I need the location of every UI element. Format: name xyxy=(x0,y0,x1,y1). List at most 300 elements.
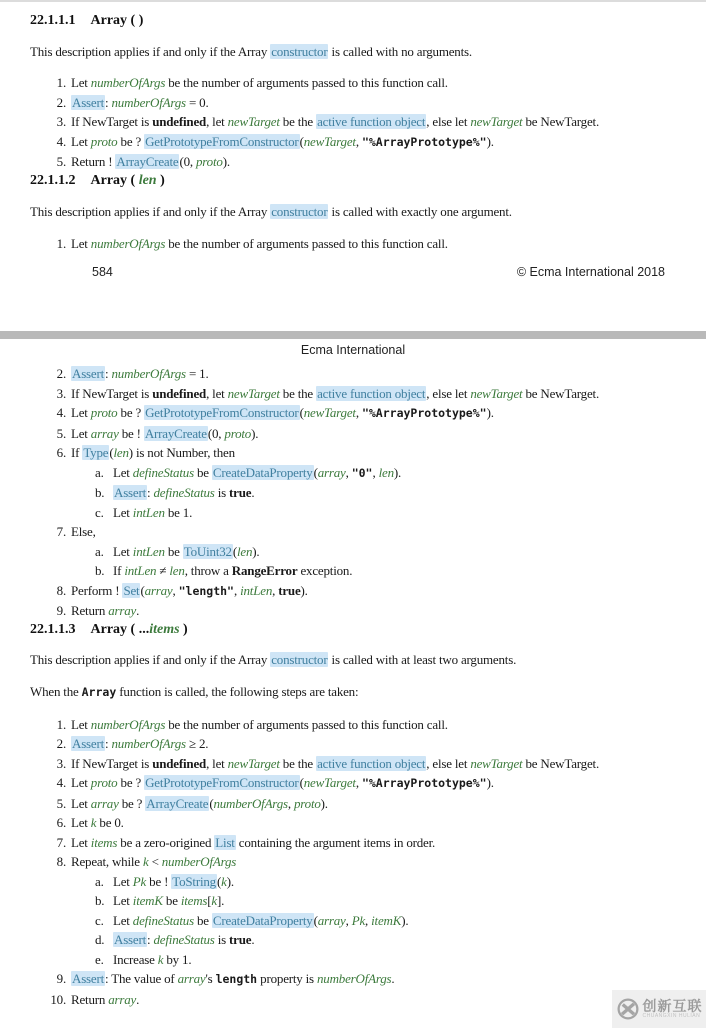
step-marker: 5. xyxy=(56,425,66,441)
watermark-logo-icon xyxy=(616,997,640,1021)
text-run: proto xyxy=(293,795,321,811)
text-run: Return xyxy=(71,991,109,1007)
spec-link[interactable]: active function object xyxy=(317,385,426,401)
text-run: proto xyxy=(90,133,118,149)
step-text xyxy=(71,773,494,794)
spec-link[interactable]: GetPrototypeFromConstructor xyxy=(145,405,299,420)
text-run: be 1. xyxy=(164,504,193,520)
step-marker: b. xyxy=(95,893,105,908)
text-run: Let xyxy=(113,543,133,559)
step-marker: 9. xyxy=(56,603,66,618)
text-run: ( xyxy=(313,912,318,928)
spec-step xyxy=(30,152,676,172)
step-text xyxy=(71,234,448,254)
step-marker: 4. xyxy=(56,133,66,149)
running-header: Ecma International xyxy=(300,343,406,357)
step-text xyxy=(71,969,394,990)
step-text xyxy=(113,930,254,950)
spec-step xyxy=(30,234,676,254)
text-run: ). xyxy=(252,543,260,559)
spec-step xyxy=(30,734,676,754)
step-text xyxy=(71,424,258,444)
spec-link[interactable]: CreateDataProperty xyxy=(212,912,313,928)
text-run: : xyxy=(105,94,112,110)
text-run: , xyxy=(345,912,352,928)
step-marker: 3. xyxy=(56,114,66,129)
text-run: len xyxy=(378,464,394,480)
step-marker: a. xyxy=(95,464,104,480)
text-run: is xyxy=(214,932,230,947)
text-run: . xyxy=(251,932,255,947)
spec-step xyxy=(30,969,676,990)
text-run: defineStatus xyxy=(132,464,194,480)
text-run: ) is not Number, then xyxy=(128,445,235,460)
text-run: ( xyxy=(313,464,318,480)
step-marker: a. xyxy=(95,543,104,559)
text-run: , xyxy=(172,582,179,598)
step-marker: 1. xyxy=(56,75,66,90)
spec-substep xyxy=(30,483,676,503)
text-run: is called with no arguments. xyxy=(328,44,472,59)
steps-preamble xyxy=(30,682,676,702)
text-run: ). xyxy=(226,873,234,889)
step-text xyxy=(71,403,494,424)
text-run: ). xyxy=(300,582,308,598)
step-marker: 2. xyxy=(56,366,66,381)
step-marker: b. xyxy=(95,485,105,500)
step-marker: e. xyxy=(95,951,104,967)
section-22-1-1-2 xyxy=(30,172,676,254)
step-text xyxy=(71,364,209,384)
step-text xyxy=(113,872,234,892)
text-run: : The value of xyxy=(105,971,178,986)
text-run: be the xyxy=(279,114,317,129)
spec-link[interactable]: ArrayCreate xyxy=(146,795,209,811)
step-marker: 4. xyxy=(56,775,66,790)
spec-link[interactable]: Assert xyxy=(72,94,105,110)
text-run: ( xyxy=(299,405,304,420)
spec-link[interactable]: constructor xyxy=(271,651,328,667)
text-run: , else let xyxy=(426,755,471,771)
step-text xyxy=(71,833,435,853)
spec-link[interactable]: ToUint32 xyxy=(183,543,232,559)
step-marker: 5. xyxy=(56,154,66,169)
spec-step xyxy=(30,754,676,774)
text-run: , throw a xyxy=(184,563,232,578)
spec-link[interactable]: Assert xyxy=(72,736,105,751)
step-marker: 8. xyxy=(56,582,66,598)
spec-link[interactable]: ArrayCreate xyxy=(116,154,179,169)
spec-substep xyxy=(30,872,676,892)
text-run: Let xyxy=(113,873,133,889)
spec-link[interactable]: Assert xyxy=(72,366,105,381)
text-run: be 0. xyxy=(96,815,124,830)
text-run: len xyxy=(113,445,129,460)
text-run: numberOfArgs xyxy=(111,736,186,751)
text-run: proto xyxy=(224,425,252,441)
text-run: true xyxy=(278,582,301,598)
step-text xyxy=(71,852,236,872)
section-22-1-1-3 xyxy=(30,621,676,1010)
text-run: , else let xyxy=(426,114,471,129)
text-run: len xyxy=(169,563,185,578)
text-run: len xyxy=(138,172,157,188)
text-run: Return xyxy=(71,603,109,618)
copyright-notice: © Ecma International 2018 xyxy=(516,265,665,279)
text-run: newTarget xyxy=(303,405,356,420)
text-run: be ! xyxy=(118,425,144,441)
step-text xyxy=(113,891,224,911)
text-run: Repeat, while xyxy=(71,854,143,869)
step-marker: a. xyxy=(95,873,104,889)
text-run: Perform ! xyxy=(71,582,123,598)
text-run: newTarget xyxy=(227,385,280,401)
text-run: numberOfArgs xyxy=(90,716,166,732)
text-run: "%ArrayPrototype%" xyxy=(361,134,487,149)
text-run: intLen xyxy=(132,504,165,520)
spec-substep xyxy=(30,542,676,562)
text-run: , xyxy=(355,133,362,149)
step-marker: d. xyxy=(95,932,105,947)
text-run: be ? xyxy=(118,795,146,811)
text-run: be xyxy=(162,893,181,908)
spec-step xyxy=(30,833,676,853)
text-run: be xyxy=(164,543,183,559)
text-run: newTarget xyxy=(470,114,523,129)
text-run: array xyxy=(90,425,119,441)
text-run: If NewTarget is xyxy=(71,385,153,401)
spec-step xyxy=(30,601,676,621)
spec-step xyxy=(30,990,676,1010)
text-run: ( xyxy=(109,445,114,460)
spec-step xyxy=(30,813,676,833)
text-run: Pk xyxy=(351,912,366,928)
text-run: Let xyxy=(71,716,91,732)
text-run: "length" xyxy=(178,583,234,598)
spec-step xyxy=(30,132,676,153)
text-run: Let xyxy=(71,795,91,811)
step-marker: 5. xyxy=(56,795,66,811)
text-run: be NewTarget. xyxy=(522,114,599,129)
text-run: be NewTarget. xyxy=(522,755,599,771)
spec-step xyxy=(30,403,676,424)
text-run: array xyxy=(108,603,137,618)
text-run: ). xyxy=(320,795,328,811)
text-run: . xyxy=(251,485,255,500)
text-run: array xyxy=(317,464,346,480)
step-text xyxy=(71,754,599,774)
spec-step xyxy=(30,773,676,794)
text-run: be the number of arguments passed to this function call. xyxy=(165,716,448,732)
step-marker: 3. xyxy=(56,755,66,771)
step-text xyxy=(113,542,259,562)
viewer-top-edge xyxy=(0,0,706,2)
text-run: Increase xyxy=(113,951,158,967)
text-run: , xyxy=(233,582,241,598)
text-run: "%ArrayPrototype%" xyxy=(361,406,487,420)
step-text xyxy=(71,715,448,735)
text-run: ). xyxy=(486,405,494,420)
section-title xyxy=(91,622,188,637)
step-text xyxy=(71,112,599,132)
step-text xyxy=(71,93,209,113)
text-run: k xyxy=(142,854,149,869)
text-run: = 0. xyxy=(185,94,209,110)
page-separator xyxy=(0,331,706,339)
text-run: be xyxy=(193,912,212,928)
step-text xyxy=(71,443,235,463)
text-run: RangeError xyxy=(231,563,298,578)
text-run: Array ( ) xyxy=(90,13,144,28)
step-text xyxy=(113,483,254,503)
text-run: is called with at least two arguments. xyxy=(328,651,517,667)
step-marker: 9. xyxy=(56,971,66,986)
text-run: true xyxy=(229,932,252,947)
text-run: be the number of arguments passed to this function call. xyxy=(165,235,448,251)
text-run: length xyxy=(215,972,258,986)
step-text xyxy=(71,73,448,93)
text-run: If NewTarget is xyxy=(71,755,153,771)
text-run: newTarget xyxy=(227,114,280,129)
text-run: Let xyxy=(71,775,91,790)
text-run: numberOfArgs xyxy=(90,75,166,90)
text-run: . xyxy=(391,971,395,986)
step-marker: 2. xyxy=(56,736,66,751)
text-run: items xyxy=(180,893,208,908)
text-run: by 1. xyxy=(163,951,192,967)
text-run: "0" xyxy=(351,465,373,480)
text-run: be NewTarget. xyxy=(522,385,599,401)
text-run: Let xyxy=(71,405,91,420)
text-run: newTarget xyxy=(227,755,280,771)
step-marker: 1. xyxy=(56,716,66,732)
spec-link[interactable]: active function object xyxy=(317,114,426,129)
text-run: containing the argument items in order. xyxy=(235,834,436,850)
text-run: (0, xyxy=(207,425,225,441)
watermark-badge xyxy=(612,990,706,1028)
text-run: exception. xyxy=(297,563,353,578)
text-run: is xyxy=(214,485,230,500)
spec-step xyxy=(30,794,676,814)
text-run: be the number of arguments passed to this function call. xyxy=(165,75,448,90)
spec-step xyxy=(30,715,676,735)
text-run: be ? xyxy=(117,775,145,790)
text-run: < xyxy=(148,854,162,869)
text-run: numberOfArgs xyxy=(213,795,288,811)
text-run: = 1. xyxy=(185,366,209,381)
step-marker: b. xyxy=(95,563,105,578)
spec-link[interactable]: Assert xyxy=(72,971,105,986)
spec-link[interactable]: constructor xyxy=(271,203,328,219)
spec-link[interactable]: active function object xyxy=(317,755,426,771)
text-run: be ? xyxy=(117,133,145,149)
step-text xyxy=(71,734,208,754)
spec-link[interactable]: Set xyxy=(123,582,140,598)
spec-link[interactable]: CreateDataProperty xyxy=(212,464,313,480)
text-run: k xyxy=(221,873,227,889)
text-run: When the xyxy=(30,683,82,699)
spec-link[interactable]: ArrayCreate xyxy=(144,425,207,441)
step-marker: 7. xyxy=(56,834,66,850)
algorithm-steps xyxy=(30,234,676,254)
text-run: Return ! xyxy=(71,154,116,169)
text-run: Let xyxy=(71,75,91,90)
text-run: numberOfArgs xyxy=(161,854,237,869)
text-run: len xyxy=(236,543,253,559)
spec-substep xyxy=(30,930,676,950)
text-run: be ! xyxy=(146,873,172,889)
text-run: Let xyxy=(71,815,91,830)
text-run: ( xyxy=(216,873,222,889)
watermark-caption: CHUANGXIN HULIAN xyxy=(642,1013,701,1019)
text-run: , xyxy=(365,912,372,928)
text-run: Let xyxy=(71,235,91,251)
section-22-1-1-1 xyxy=(30,12,676,172)
text-run: ( xyxy=(209,795,214,811)
text-run: be the xyxy=(279,385,317,401)
text-run: If NewTarget is xyxy=(71,114,153,129)
text-run: itemK xyxy=(371,912,402,928)
text-run: newTarget xyxy=(303,775,356,790)
page-584 xyxy=(0,0,706,331)
text-run: intLen xyxy=(132,543,165,559)
text-run: ( xyxy=(232,543,237,559)
text-run: itemK xyxy=(132,893,163,908)
text-run: ). xyxy=(401,912,409,928)
text-run: numberOfArgs xyxy=(90,235,166,251)
step-text xyxy=(71,813,124,833)
text-run: ) xyxy=(156,172,165,188)
text-run: [ xyxy=(207,893,212,908)
spec-link[interactable]: GetPrototypeFromConstructor xyxy=(145,775,299,790)
spec-link[interactable]: constructor xyxy=(271,44,328,59)
text-run: proto xyxy=(90,405,118,420)
section-number: 22.1.1.1 xyxy=(30,13,76,28)
step-text xyxy=(71,581,308,602)
spec-link[interactable]: ToString xyxy=(172,873,216,889)
text-run: , xyxy=(355,775,362,790)
text-run: , xyxy=(272,582,279,598)
section-title xyxy=(91,173,165,188)
text-run: If xyxy=(113,563,125,578)
text-run: Else, xyxy=(71,524,96,539)
text-run: defineStatus xyxy=(153,932,215,947)
text-run: Let xyxy=(113,912,133,928)
text-run: undefined xyxy=(152,385,207,401)
spec-step xyxy=(30,852,676,872)
step-marker: 4. xyxy=(56,405,66,420)
section-intro xyxy=(30,42,676,61)
step-text xyxy=(71,990,139,1010)
text-run: ( xyxy=(140,582,145,598)
text-run: intLen xyxy=(124,563,157,578)
spec-step xyxy=(30,443,676,463)
text-run: property is xyxy=(257,971,317,986)
text-run: , else let xyxy=(426,385,471,401)
section-intro xyxy=(30,202,676,221)
text-run: This description applies if and only if the Array xyxy=(30,44,271,59)
step-text xyxy=(71,794,328,814)
text-run: be xyxy=(193,464,212,480)
spec-step xyxy=(30,73,676,93)
spec-link[interactable]: GetPrototypeFromConstructor xyxy=(145,133,299,149)
step-marker: 8. xyxy=(56,854,66,869)
step-text xyxy=(71,132,494,153)
text-run: ≥ 2. xyxy=(185,736,209,751)
text-run: numberOfArgs xyxy=(316,971,392,986)
spec-substep xyxy=(30,503,676,523)
step-text xyxy=(71,384,599,404)
step-marker: 6. xyxy=(56,445,66,460)
text-run: This description applies if and only if the Array xyxy=(30,651,271,667)
text-run: : xyxy=(147,485,154,500)
text-run: Let xyxy=(71,133,91,149)
text-run: newTarget xyxy=(470,385,523,401)
text-run: is called with exactly one argument. xyxy=(328,203,512,219)
text-run: "%ArrayPrototype%" xyxy=(361,776,487,790)
section-heading xyxy=(30,621,676,639)
spec-step xyxy=(30,581,676,602)
text-run: : xyxy=(147,932,154,947)
text-run: (0, xyxy=(179,154,196,169)
text-run: newTarget xyxy=(303,133,356,149)
spec-link[interactable]: Type xyxy=(83,445,109,460)
watermark-text xyxy=(643,999,703,1019)
section-number: 22.1.1.3 xyxy=(30,621,76,637)
spec-step xyxy=(30,384,676,404)
step-marker: 1. xyxy=(56,235,66,251)
algorithm-steps xyxy=(30,715,676,1010)
step-text xyxy=(71,152,230,172)
text-run: . xyxy=(136,603,140,618)
text-run: ). xyxy=(222,154,230,169)
text-run: : xyxy=(105,366,112,381)
text-run: array xyxy=(177,971,206,986)
text-run: Let xyxy=(113,504,133,520)
step-marker: c. xyxy=(95,912,104,928)
step-text xyxy=(113,503,192,523)
text-run: array xyxy=(108,991,137,1007)
text-run: defineStatus xyxy=(153,485,215,500)
text-run: This description applies if and only if the Array xyxy=(30,203,271,219)
text-run: ]. xyxy=(217,893,225,908)
algorithm-steps xyxy=(30,73,676,172)
spec-link[interactable]: Assert xyxy=(114,485,147,500)
step-marker: 6. xyxy=(56,815,66,830)
step-marker: 10. xyxy=(50,991,66,1007)
text-run: numberOfArgs xyxy=(111,94,186,110)
text-run: be ? xyxy=(117,405,145,420)
step-marker: 2. xyxy=(56,94,66,110)
step-marker: c. xyxy=(95,504,104,520)
text-run: items xyxy=(90,834,118,850)
text-run: k xyxy=(211,893,217,908)
text-run: , xyxy=(287,795,294,811)
spec-link[interactable]: Assert xyxy=(114,932,147,947)
text-run: : xyxy=(105,736,112,751)
section-heading xyxy=(30,172,676,190)
step-marker: 7. xyxy=(56,524,66,539)
algorithm-steps-continued xyxy=(30,364,676,621)
text-run: proto xyxy=(90,775,118,790)
spec-substep xyxy=(30,891,676,911)
text-run: ). xyxy=(251,425,259,441)
text-run: Let xyxy=(113,893,133,908)
spec-step xyxy=(30,364,676,384)
spec-link[interactable]: List xyxy=(215,834,235,850)
text-run: undefined xyxy=(152,755,207,771)
text-run: Pk xyxy=(132,873,147,889)
